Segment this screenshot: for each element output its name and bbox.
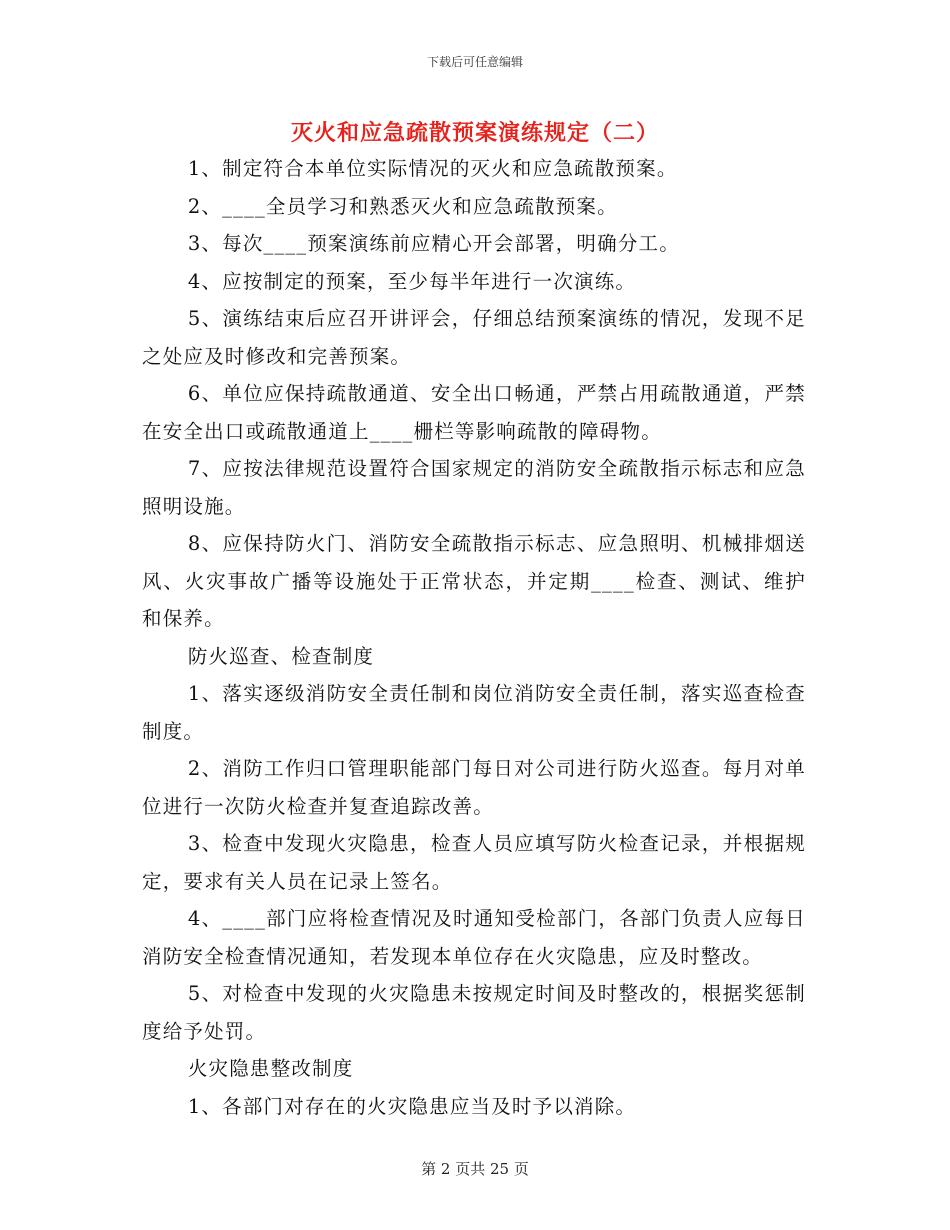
paragraph-2: 2、____全员学习和熟悉灭火和应急疏散预案。 xyxy=(187,194,618,218)
paragraph-inspection-4: 4、____部门应将检查情况及时通知受检部门，各部门负责人应每日消防安全检查情况通知，若发现本单位存在火灾隐患，应及时整改。 xyxy=(142,907,806,968)
paragraph-3: 3、每次____预案演练前应精心开会部署，明确分工。 xyxy=(187,232,680,255)
paragraph-inspection-5: 5、对检查中发现的火灾隐患未按规定时间及时整改的，根据奖惩制度给予处罚。 xyxy=(142,982,806,1043)
section-heading-rectification: 火灾隐患整改制度 xyxy=(187,1057,354,1080)
document-body xyxy=(142,150,806,1125)
page-header-note: 下载后可任意编辑 xyxy=(426,55,523,69)
paragraph-4: 4、应按制定的预案，至少每半年进行一次演练。 xyxy=(187,269,637,293)
paragraph-6: 6、单位应保持疏散通道、安全出口畅通，严禁占用疏散通道，严禁在安全出口或疏散通道上____栅栏等影响疏散的障碍物。 xyxy=(142,382,806,443)
document-title: 灭火和应急疏散预案演练规定（二） xyxy=(290,120,659,146)
paragraph-inspection-1: 1、落实逐级消防安全责任制和岗位消防安全责任制，落实巡查检查制度。 xyxy=(142,682,806,743)
paragraph-inspection-2: 2、消防工作归口管理职能部门每日对公司进行防火巡查。每月对单位进行一次防火检查并复查追踪改善。 xyxy=(142,757,806,818)
page-number-footer: 第 2 页共 25 页 xyxy=(421,1160,529,1178)
paragraph-rectification-1: 1、各部门对存在的火灾隐患应当及时予以消除。 xyxy=(187,1094,637,1118)
paragraph-1: 1、制定符合本单位实际情况的灭火和应急疏散预案。 xyxy=(187,157,678,180)
paragraph-5: 5、演练结束后应召开讲评会，仔细总结预案演练的情况，发现不足之处应及时修改和完善预案。 xyxy=(142,307,806,368)
paragraph-8: 8、应保持防火门、消防安全疏散指示标志、应急照明、机械排烟送风、火灾事故广播等设施处于正常状态，并定期____检查、测试、维护和保养。 xyxy=(142,532,806,630)
paragraph-inspection-3: 3、检查中发现火灾隐患，检查人员应填写防火检查记录，并根据规定，要求有关人员在记录上签名。 xyxy=(142,832,806,893)
section-heading-inspection: 防火巡查、检查制度 xyxy=(187,644,375,668)
paragraph-7: 7、应按法律规范设置符合国家规定的消防安全疏散指示标志和应急照明设施。 xyxy=(142,457,806,518)
